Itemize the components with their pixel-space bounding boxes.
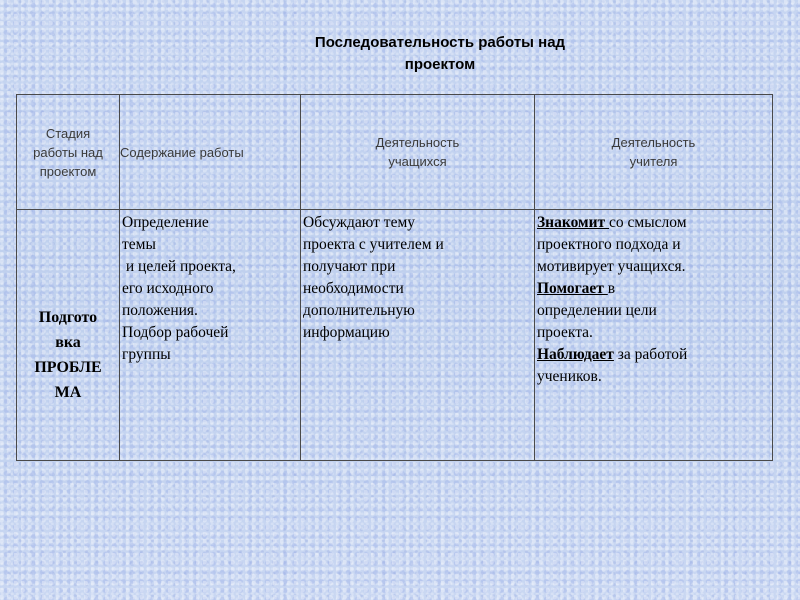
students-line: информацию — [303, 324, 390, 341]
teacher-line: проекта. — [537, 324, 593, 341]
teacher-text: со смыслом — [609, 214, 687, 231]
students-cell — [301, 210, 535, 461]
stage-line: Подгото — [38, 309, 98, 326]
stage-line: МА — [54, 384, 82, 401]
content-line: и целей проекта, — [122, 258, 236, 275]
header-stage — [17, 95, 120, 210]
stage-cell — [17, 210, 120, 461]
header-teacher-line: Деятельность — [611, 135, 696, 150]
teacher-line — [537, 212, 770, 234]
students-line: Обсуждают тему — [303, 214, 416, 231]
teacher-line: проектного подхода и — [537, 236, 681, 253]
content-line: положения. — [122, 302, 198, 319]
content-line: группы — [122, 346, 171, 363]
students-line: получают при — [303, 258, 396, 275]
header-teacher — [535, 95, 773, 210]
teacher-verb-helps: Помогает — [537, 280, 608, 297]
header-students-line: учащихся — [388, 154, 447, 169]
table-header-row — [17, 95, 773, 210]
teacher-verb-observes: Наблюдает — [537, 346, 614, 363]
header-stage-line: Стадия — [45, 125, 91, 141]
students-line: проекта с учителем и — [303, 236, 444, 253]
header-stage-line: работы над — [33, 144, 103, 160]
teacher-verb-acquaints: Знакомит — [537, 214, 610, 231]
content-line: Определение — [122, 214, 209, 231]
header-teacher-line: учителя — [629, 154, 678, 169]
students-line: необходимости — [303, 280, 404, 297]
header-students-line: Деятельность — [375, 135, 460, 150]
content-cell — [120, 210, 301, 461]
content-line: темы — [122, 236, 156, 253]
slide-title-line-2: проектом — [404, 56, 476, 73]
teacher-line: учеников. — [537, 368, 602, 385]
students-line: дополнительную — [303, 302, 415, 319]
slide-title — [230, 32, 650, 76]
slide-title-line-1: Последовательность работы над — [314, 34, 566, 51]
work-sequence-table — [16, 94, 773, 461]
teacher-cell — [535, 210, 773, 461]
teacher-line — [537, 344, 770, 366]
header-students — [301, 95, 535, 210]
teacher-line — [537, 278, 770, 300]
header-content — [120, 95, 301, 210]
header-content-label: Содержание работы — [120, 144, 244, 160]
table-row — [17, 210, 773, 461]
stage-line: ПРОБЛЕ — [34, 359, 102, 376]
header-stage-line: проектом — [39, 163, 97, 179]
teacher-text: за работой — [613, 346, 688, 363]
stage-line: вка — [55, 334, 81, 351]
teacher-text: в — [607, 280, 616, 297]
content-line: Подбор рабочей — [122, 324, 229, 341]
content-line: его исходного — [122, 280, 214, 297]
teacher-line: определении цели — [537, 302, 657, 319]
teacher-line: мотивирует учащихся. — [537, 258, 686, 275]
